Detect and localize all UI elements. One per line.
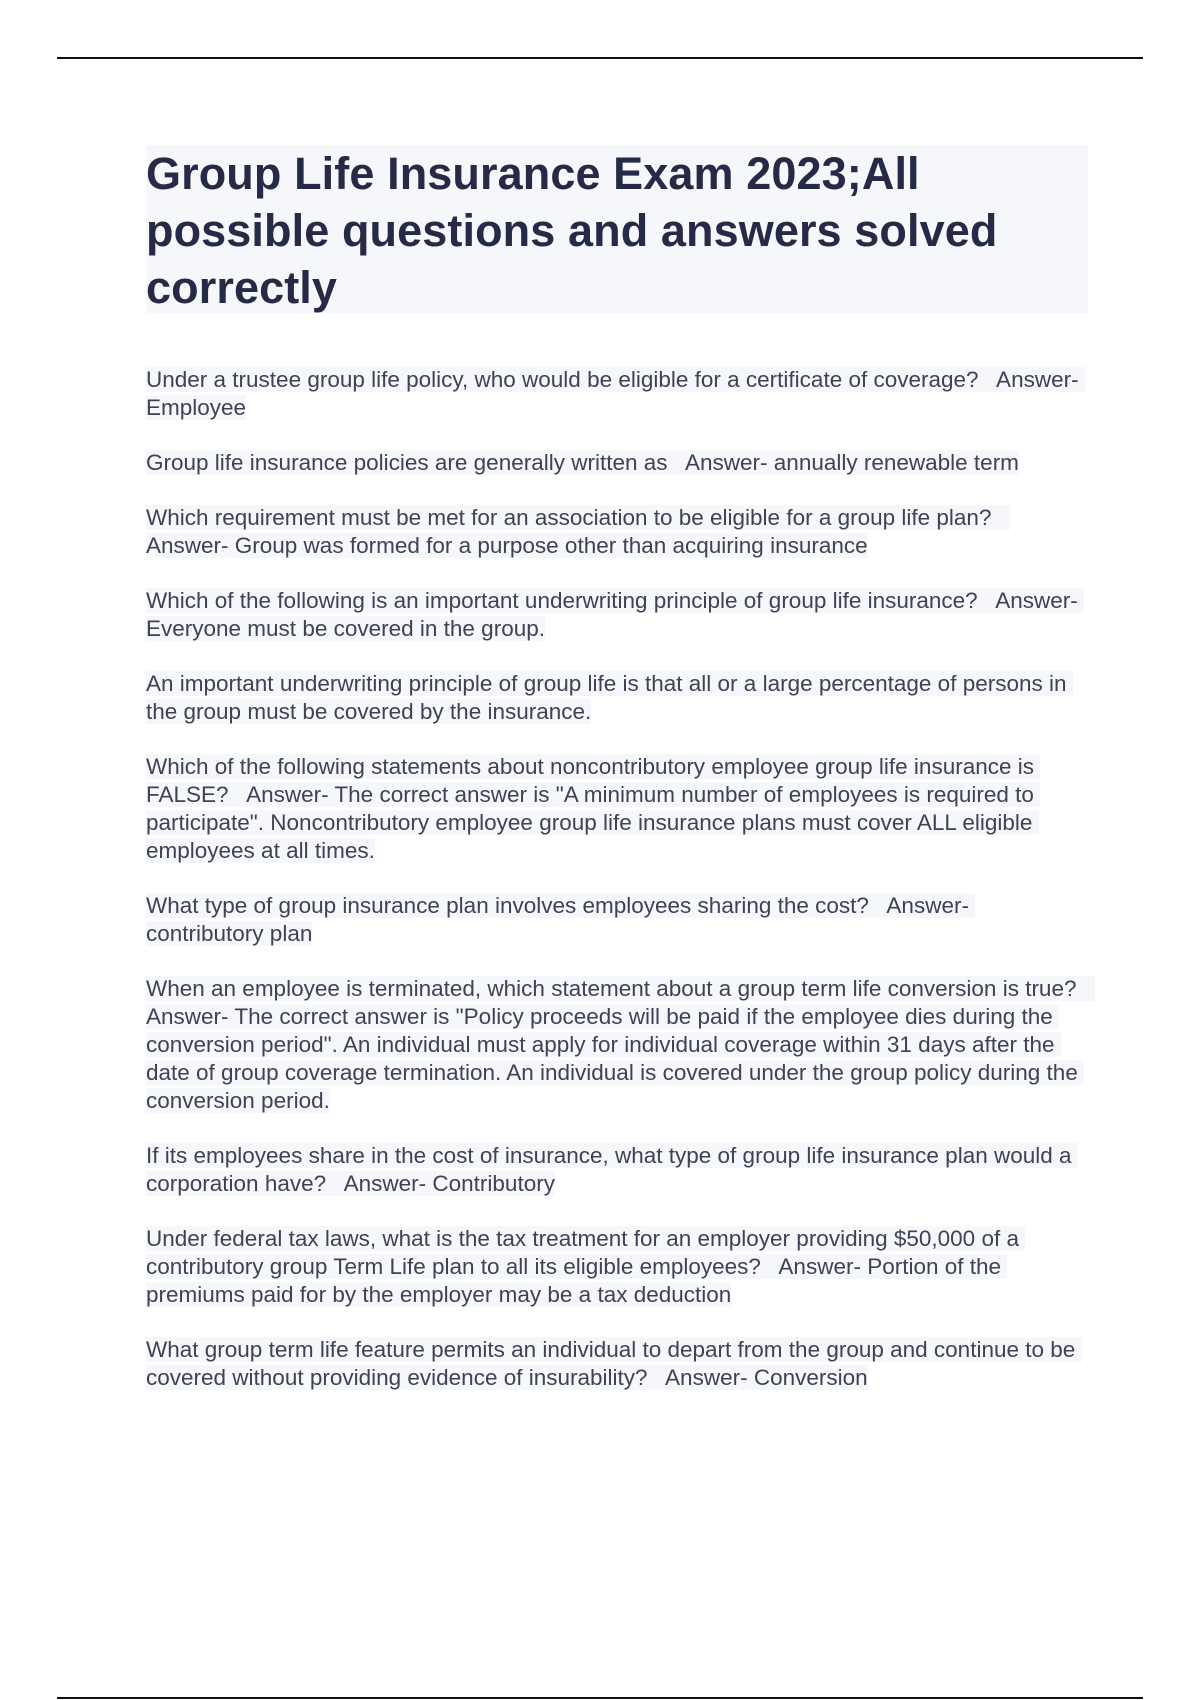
qa-item <box>146 1336 1091 1392</box>
qa-item <box>146 753 1091 865</box>
qa-text: Under federal tax laws, what is the tax treatment for an employer providing $50,000 of a contributory group Term Life plan to all its eligible employees? Answer- Portion of the premiums paid for by the employer may be a tax deduction <box>146 1226 1026 1307</box>
qa-item <box>146 1225 1091 1309</box>
qa-item <box>146 1142 1091 1198</box>
qa-text: Which requirement must be met for an association to be eligible for a group life plan? Answer- Group was formed for a purpose other than acquiring insurance <box>146 505 1011 558</box>
qa-item <box>146 449 1091 477</box>
qa-text: Group life insurance policies are generally written as Answer- annually renewable term <box>146 450 1019 475</box>
qa-item <box>146 975 1096 1115</box>
qa-text: Which of the following is an important underwriting principle of group life insurance? Answer- Everyone must be covered in the group. <box>146 588 1084 641</box>
qa-text: Which of the following statements about noncontributory employee group life insurance is FALSE? Answer- The correct answer is "A minimum number of employees is required to participate". Noncontributory employee group life insurance plans must cover ALL eligible employees at all times. <box>146 754 1041 863</box>
qa-item <box>146 366 1091 422</box>
qa-item <box>146 670 1091 726</box>
qa-item <box>146 892 1091 948</box>
document-title: Group Life Insurance Exam 2023;All possible questions and answers solved correctly <box>146 148 998 313</box>
qa-text: When an employee is terminated, which statement about a group term life conversion is true? Answer- The correct answer is "Policy proceeds will be paid if the employee dies during the conversion period". An individual must apply for individual coverage within 31 days after the date of group coverage termination. An individual is covered under the group policy during the conversion period. <box>146 976 1096 1113</box>
qa-text: If its employees share in the cost of insurance, what type of group life insurance plan would a corporation have? Answer- Contributory <box>146 1143 1078 1196</box>
qa-text: What group term life feature permits an individual to depart from the group and continue to be covered without providing evidence of insurability? Answer- Conversion <box>146 1337 1082 1390</box>
qa-text: What type of group insurance plan involves employees sharing the cost? Answer- contributory plan <box>146 893 976 946</box>
qa-list <box>146 366 1096 1419</box>
title-block <box>146 145 1088 313</box>
bottom-divider <box>57 1697 1143 1699</box>
top-divider <box>57 57 1143 59</box>
qa-text: An important underwriting principle of group life is that all or a large percentage of persons in the group must be covered by the insurance. <box>146 671 1073 724</box>
qa-item <box>146 587 1091 643</box>
qa-text: Under a trustee group life policy, who would be eligible for a certificate of coverage? Answer- Employee <box>146 367 1085 420</box>
qa-item <box>146 504 1091 560</box>
